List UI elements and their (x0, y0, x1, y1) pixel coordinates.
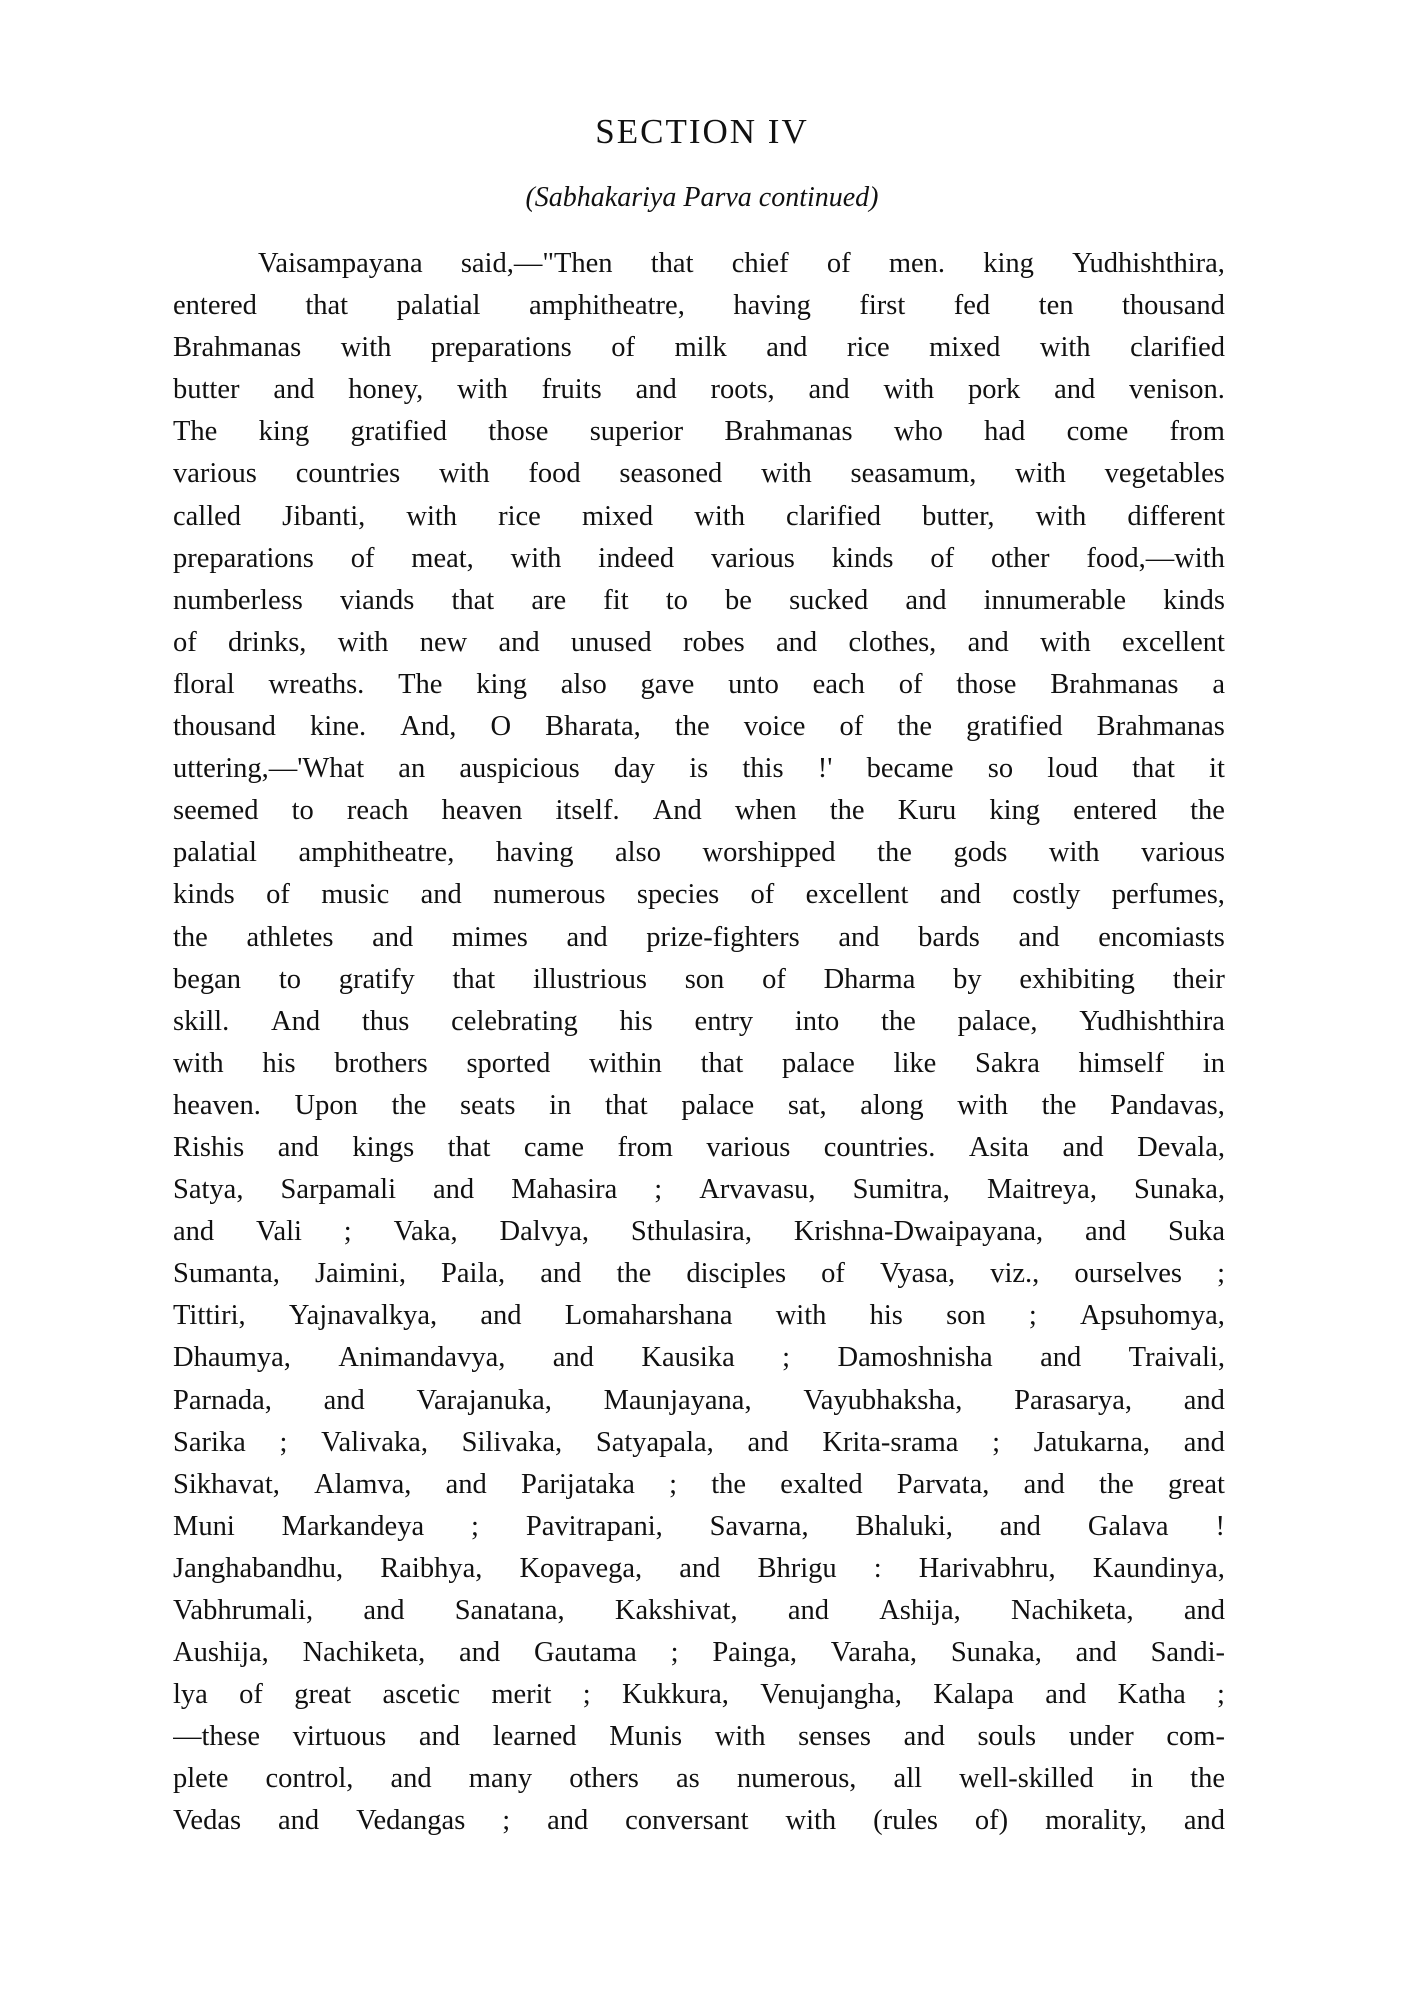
text-line: Rishis and kings that came from various countries. Asita and Devala, (173, 1131, 1225, 1163)
text-line: lya of great ascetic merit ; Kukkura, Venujangha, Kalapa and Katha ; (173, 1679, 1225, 1711)
body-paragraph (173, 243, 1225, 1843)
text-line: numberless viands that are fit to be sucked and innumerable kinds (173, 584, 1225, 616)
text-line: —these virtuous and learned Munis with senses and souls under com- (173, 1721, 1225, 1753)
text-line: thousand kine. And, O Bharata, the voice of the gratified Brahmanas (173, 711, 1225, 743)
text-line: called Jibanti, with rice mixed with clarified butter, with different (173, 500, 1225, 532)
text-line: Vaisampayana said,—"Then that chief of men. king Yudhishthira, (258, 248, 1225, 279)
text-line: uttering,—'What an auspicious day is this !' became so loud that it (173, 753, 1225, 785)
text-line: of drinks, with new and unused robes and clothes, and with excellent (173, 626, 1225, 658)
text-line: began to gratify that illustrious son of Dharma by exhibiting their (173, 963, 1225, 995)
text-line: entered that palatial amphitheatre, having first fed ten thousand (173, 290, 1225, 322)
text-line: plete control, and many others as numerous, all well-skilled in the (173, 1763, 1225, 1795)
text-line: The king gratified those superior Brahmanas who had come from (173, 416, 1225, 448)
text-line: kinds of music and numerous species of excellent and costly perfumes, (173, 879, 1225, 911)
text-line: palatial amphitheatre, having also worshipped the gods with various (173, 837, 1225, 869)
section-subheading: (Sabhakariya Parva continued) (525, 182, 879, 213)
text-line: Dhaumya, Animandavya, and Kausika ; Damoshnisha and Traivali, (173, 1342, 1225, 1374)
text-line: skill. And thus celebrating his entry into the palace, Yudhishthira (173, 1005, 1225, 1037)
text-line: Parnada, and Varajanuka, Maunjayana, Vayubhaksha, Parasarya, and (173, 1384, 1225, 1416)
text-line: the athletes and mimes and prize-fighters and bards and encomiasts (173, 921, 1225, 953)
text-line: Satya, Sarpamali and Mahasira ; Arvavasu, Sumitra, Maitreya, Sunaka, (173, 1174, 1225, 1206)
text-line: Sarika ; Valivaka, Silivaka, Satyapala, and Krita-srama ; Jatukarna, and (173, 1426, 1225, 1458)
text-line: heaven. Upon the seats in that palace sat, along with the Pandavas, (173, 1089, 1225, 1121)
text-line: and Vali ; Vaka, Dalvya, Sthulasira, Krishna-Dwaipayana, and Suka (173, 1216, 1225, 1248)
text-line: with his brothers sported within that palace like Sakra himself in (173, 1047, 1225, 1079)
text-line: Vabhrumali, and Sanatana, Kakshivat, and Ashija, Nachiketa, and (173, 1595, 1225, 1626)
text-line: Sikhavat, Alamva, and Parijataka ; the exalted Parvata, and the great (173, 1468, 1225, 1500)
text-line: seemed to reach heaven itself. And when the Kuru king entered the (173, 795, 1225, 827)
text-line: preparations of meat, with indeed various kinds of other food,—with (173, 542, 1225, 574)
text-line: various countries with food seasoned with seasamum, with vegetables (173, 458, 1225, 490)
text-line: Sumanta, Jaimini, Paila, and the disciples of Vyasa, viz., ourselves ; (173, 1258, 1225, 1290)
text-line: butter and honey, with fruits and roots, and with pork and venison. (173, 374, 1225, 406)
text-line: Vedas and Vedangas ; and conversant with (rules of) morality, and (173, 1805, 1225, 1837)
section-heading: SECTION IV (595, 112, 809, 151)
text-line: Aushija, Nachiketa, and Gautama ; Painga, Varaha, Sunaka, and Sandi- (173, 1637, 1225, 1669)
text-line: Muni Markandeya ; Pavitrapani, Savarna, Bhaluki, and Galava ! (173, 1510, 1225, 1542)
text-line: Tittiri, Yajnavalkya, and Lomaharshana with his son ; Apsuhomya, (173, 1300, 1225, 1332)
text-line: Janghabandhu, Raibhya, Kopavega, and Bhrigu : Harivabhru, Kaundinya, (173, 1552, 1225, 1584)
text-line: floral wreaths. The king also gave unto each of those Brahmanas a (173, 668, 1225, 700)
text-line: Brahmanas with preparations of milk and rice mixed with clarified (173, 332, 1225, 364)
